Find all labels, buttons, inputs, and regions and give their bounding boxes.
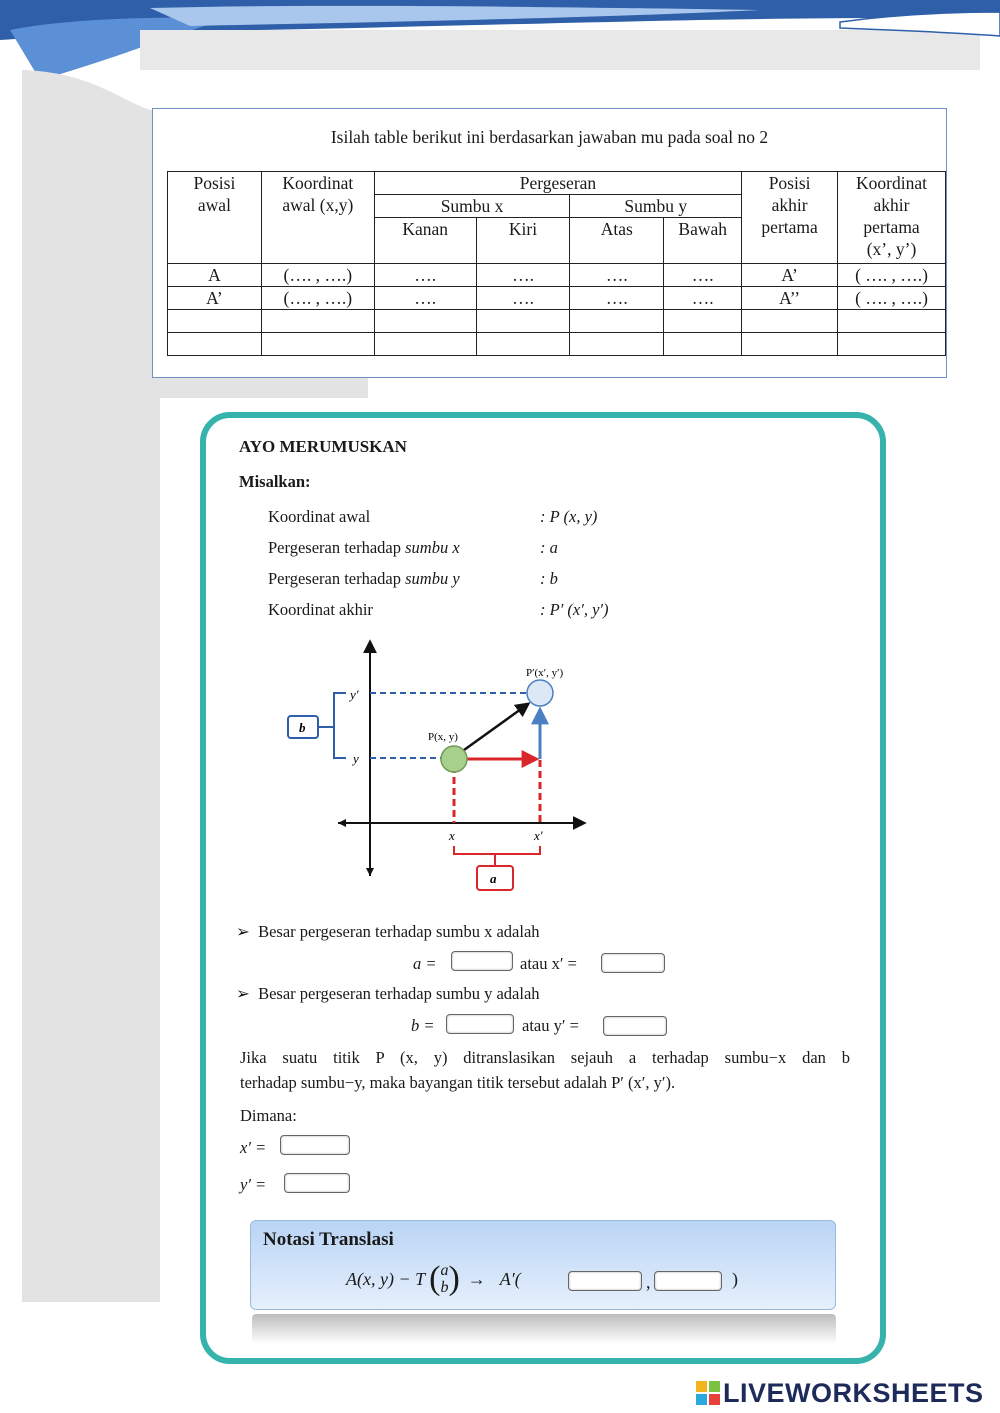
eq-or-y-label: atau y′ = (522, 1016, 579, 1035)
cell-atas[interactable]: …. (570, 264, 664, 287)
eq-b-label: b = (411, 1016, 435, 1035)
a-bracket (454, 846, 540, 854)
cell-bawah[interactable]: …. (664, 287, 742, 310)
definition-value: : P (x, y) (540, 507, 598, 526)
dimana-label: Dimana: (240, 1106, 297, 1125)
logo-icon (696, 1381, 720, 1405)
header-posisi-akhir: Posisi akhir pertama (742, 172, 838, 264)
definition-label: Pergeseran terhadap sumbu y (268, 569, 460, 588)
start-point-label: P(x, y) (428, 731, 458, 743)
eq-a-label: a = (413, 954, 437, 973)
header-kanan: Kanan (374, 218, 476, 264)
definition-label: Koordinat akhir (268, 600, 373, 619)
definition-paragraph: Jika suatu titik P (x, y) ditranslasikan sejauh a terhadap sumbu−x dan b terhadap sumbu−y, maka bayangan titik tersebut adalah P′ (x′, y′). (240, 1048, 850, 1092)
header-kiri: Kiri (476, 218, 570, 264)
table-row (168, 310, 946, 333)
header-koordinat-awal: Koordinat awal (x,y) (261, 172, 374, 264)
cell-posisi-akhir: A’’ (742, 287, 838, 310)
answer-x-prime-formula-box[interactable] (280, 1135, 350, 1155)
header-koordinat-akhir: Koordinat akhir pertama (x’, y’) (838, 172, 946, 264)
notation-shadow (252, 1314, 836, 1344)
y-prime-eq-label: y′ = (240, 1175, 267, 1194)
header-atas: Atas (570, 218, 664, 264)
logo-text: LIVEWORKSHEETS (723, 1377, 984, 1408)
table-instruction: Isilah table berikut ini berdasarkan jawaban mu pada soal no 2 (330, 127, 769, 147)
table-row (168, 264, 946, 287)
table-row (168, 287, 946, 310)
notation-arrow: → (467, 1268, 486, 1289)
cell-koordinat-akhir[interactable]: ( …. , ….) (838, 287, 946, 310)
cell-koordinat-akhir[interactable]: ( …. , ….) (838, 264, 946, 287)
definition-value: : b (540, 569, 558, 588)
shift-table (167, 171, 946, 356)
answer-y-prime-formula-box[interactable] (284, 1173, 350, 1193)
header-posisi-awal: Posisi awal (168, 172, 262, 264)
bullet-y: ➢ Besar pergeseran terhadap sumbu y adalah (236, 984, 540, 1003)
cell-kanan[interactable]: …. (374, 264, 476, 287)
answer-x-prime-box[interactable] (601, 953, 665, 973)
table-card (152, 108, 947, 378)
translation-diagram (280, 635, 600, 900)
notation-rhs: A′( (499, 1268, 521, 1289)
notation-panel (250, 1220, 836, 1310)
bullet-x: ➢ Besar pergeseran terhadap sumbu x adalah (236, 922, 540, 941)
translation-vector (464, 704, 528, 750)
liveworksheets-logo (696, 1378, 984, 1408)
definition-value: : P′ (x′, y′) (540, 600, 609, 619)
a-label: a (490, 871, 497, 886)
cell-koordinat-awal[interactable]: (…. , ….) (261, 264, 374, 287)
header-bawah: Bawah (664, 218, 742, 264)
cell-koordinat-awal[interactable]: (…. , ….) (261, 287, 374, 310)
notation-comma: , (646, 1272, 651, 1292)
x-prime-eq-label: x′ = (240, 1138, 267, 1157)
notation-answer-y-box[interactable] (654, 1271, 722, 1291)
notation-close: ) (732, 1269, 738, 1289)
notation-lhs: A(x, y) − T (346, 1268, 426, 1289)
definition-label: Koordinat awal (268, 507, 371, 526)
header-sumbu-x: Sumbu x (374, 195, 570, 218)
cell-kiri[interactable]: …. (476, 264, 570, 287)
x-label: x (449, 828, 455, 843)
b-label: b (299, 720, 306, 735)
answer-a-box[interactable] (451, 951, 513, 971)
header-pergeseran: Pergeseran (374, 172, 741, 195)
cell-kiri[interactable]: …. (476, 287, 570, 310)
y-label: y (353, 751, 359, 766)
start-point (441, 746, 467, 772)
b-bracket (334, 693, 346, 758)
notation-formula: A(x, y) − T ( a b ) → A′( (346, 1260, 521, 1297)
header-decoration (0, 0, 1000, 110)
header-sumbu-y: Sumbu y (570, 195, 742, 218)
x-prime-label: x′ (534, 828, 543, 843)
cell-atas[interactable]: …. (570, 287, 664, 310)
notation-b: b (440, 1279, 449, 1296)
definition-label: Pergeseran terhadap sumbu x (268, 538, 460, 557)
notation-a: a (440, 1262, 449, 1279)
answer-y-prime-box[interactable] (603, 1016, 667, 1036)
worksheet-title: AYO MERUMUSKAN (239, 437, 407, 456)
end-point-label: P′(x′, y′) (526, 667, 564, 679)
notation-title: Notasi Translasi (263, 1229, 394, 1250)
cell-posisi-awal: A (168, 264, 262, 287)
end-point (527, 680, 553, 706)
cell-posisi-akhir: A’ (742, 264, 838, 287)
answer-b-box[interactable] (446, 1014, 514, 1034)
y-prime-label: y′ (350, 687, 359, 702)
cell-posisi-awal: A’ (168, 287, 262, 310)
cell-kanan[interactable]: …. (374, 287, 476, 310)
cell-bawah[interactable]: …. (664, 264, 742, 287)
eq-or-x-label: atau x′ = (520, 954, 577, 973)
grey-sidebar (22, 145, 162, 1302)
table-row (168, 333, 946, 356)
misalkan-label: Misalkan: (239, 472, 311, 491)
notation-answer-x-box[interactable] (568, 1271, 642, 1291)
definition-value: : a (540, 538, 558, 557)
